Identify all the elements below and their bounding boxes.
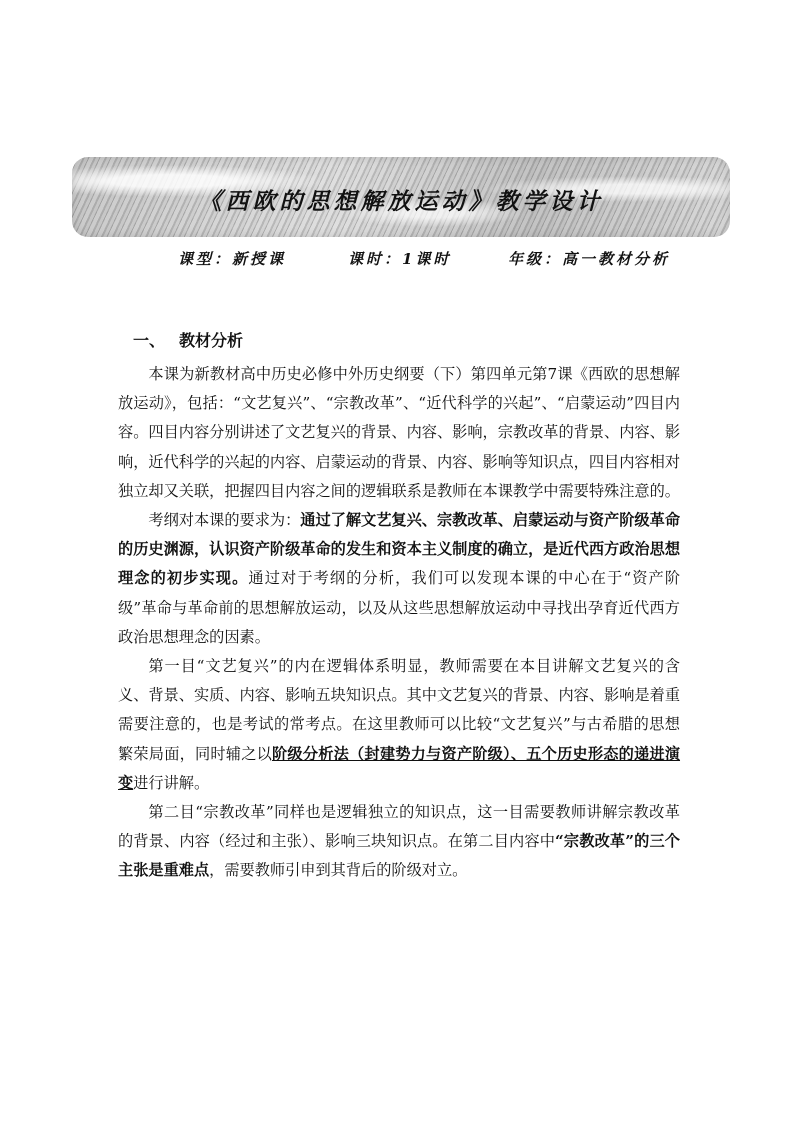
paragraph-2 (118, 506, 680, 652)
lesson-type-label: 课型：新授课 (178, 250, 287, 268)
p4-bold-keypoint: “宗教改革”的三个主张是重难点 (118, 832, 680, 880)
body-text (118, 360, 680, 886)
title-banner (72, 157, 730, 237)
paragraph-4 (118, 798, 680, 886)
grade-label: 年级：高一教材分析 (508, 250, 671, 268)
p3-underlined-method: 阶级分析法（封建势力与资产阶级）、五个历史形态的递进演变 (118, 744, 681, 792)
p2-analysis: 通过对于考纲的分析，我们可以发现本课的中心在于“资产阶级”革命与革命前的思想解放运动，以及从这些思想解放运动中寻找出孕育近代西方政治思想理念的因素。 (118, 569, 681, 646)
document-title: 《西欧的思想解放运动》教学设计 (198, 188, 604, 215)
p2-bold-requirement: 通过了解文艺复兴、宗教改革、启蒙运动与资产阶级革命的历史渊源，认识资产阶级革命的发生和资本主义制度的确立，是近代西方政治思想理念的初步实现。 (118, 511, 681, 588)
section-heading (133, 328, 243, 351)
paragraph-1 (118, 360, 680, 506)
p1-text: 本课为新教材高中历史必修中外历史纲要（下）第四单元第7课《西欧的思想解放运动》，包括：“文艺复兴”、“宗教改革”、“近代科学的兴起”、“启蒙运动”四目内容。四目内容分别讲述了文艺复兴的背景、内容、影响，宗教改革的背景、内容、影响，近代科学的兴起的内容、启蒙运动的背景、内容、影响等知识点，四目内容相对独立却又关联，把握四目内容之间的逻辑联系是教师在本课教学中需要特殊注意的。 (118, 365, 680, 500)
p2-intro: 考纲对本课的要求为： (148, 511, 301, 530)
p3-end: 进行讲解。 (133, 773, 210, 792)
p4-text: 第二目“宗教改革”同样也是逻辑独立的知识点，这一目需要教师讲解宗教改革的背景、内容（经过和主张）、影响三块知识点。在第二目内容中 (118, 803, 680, 851)
section-title: 教材分析 (179, 331, 244, 350)
paragraph-3 (118, 652, 680, 798)
p3-text: 第一目“文艺复兴”的内在逻辑体系明显，教师需要在本目讲解文艺复兴的含义、背景、实质、内容、影响五块知识点。其中文艺复兴的背景、内容、影响是着重需要注意的，也是考试的常考点。在这里教师可以比较“文艺复兴”与古希腊的思想繁荣局面，同时辅之以 (118, 657, 680, 763)
section-number: 一、 (133, 331, 166, 350)
period-label: 课时：1课时 (348, 250, 452, 268)
p4-end: ，需要教师引申到其背后的阶级对立。 (209, 861, 468, 880)
